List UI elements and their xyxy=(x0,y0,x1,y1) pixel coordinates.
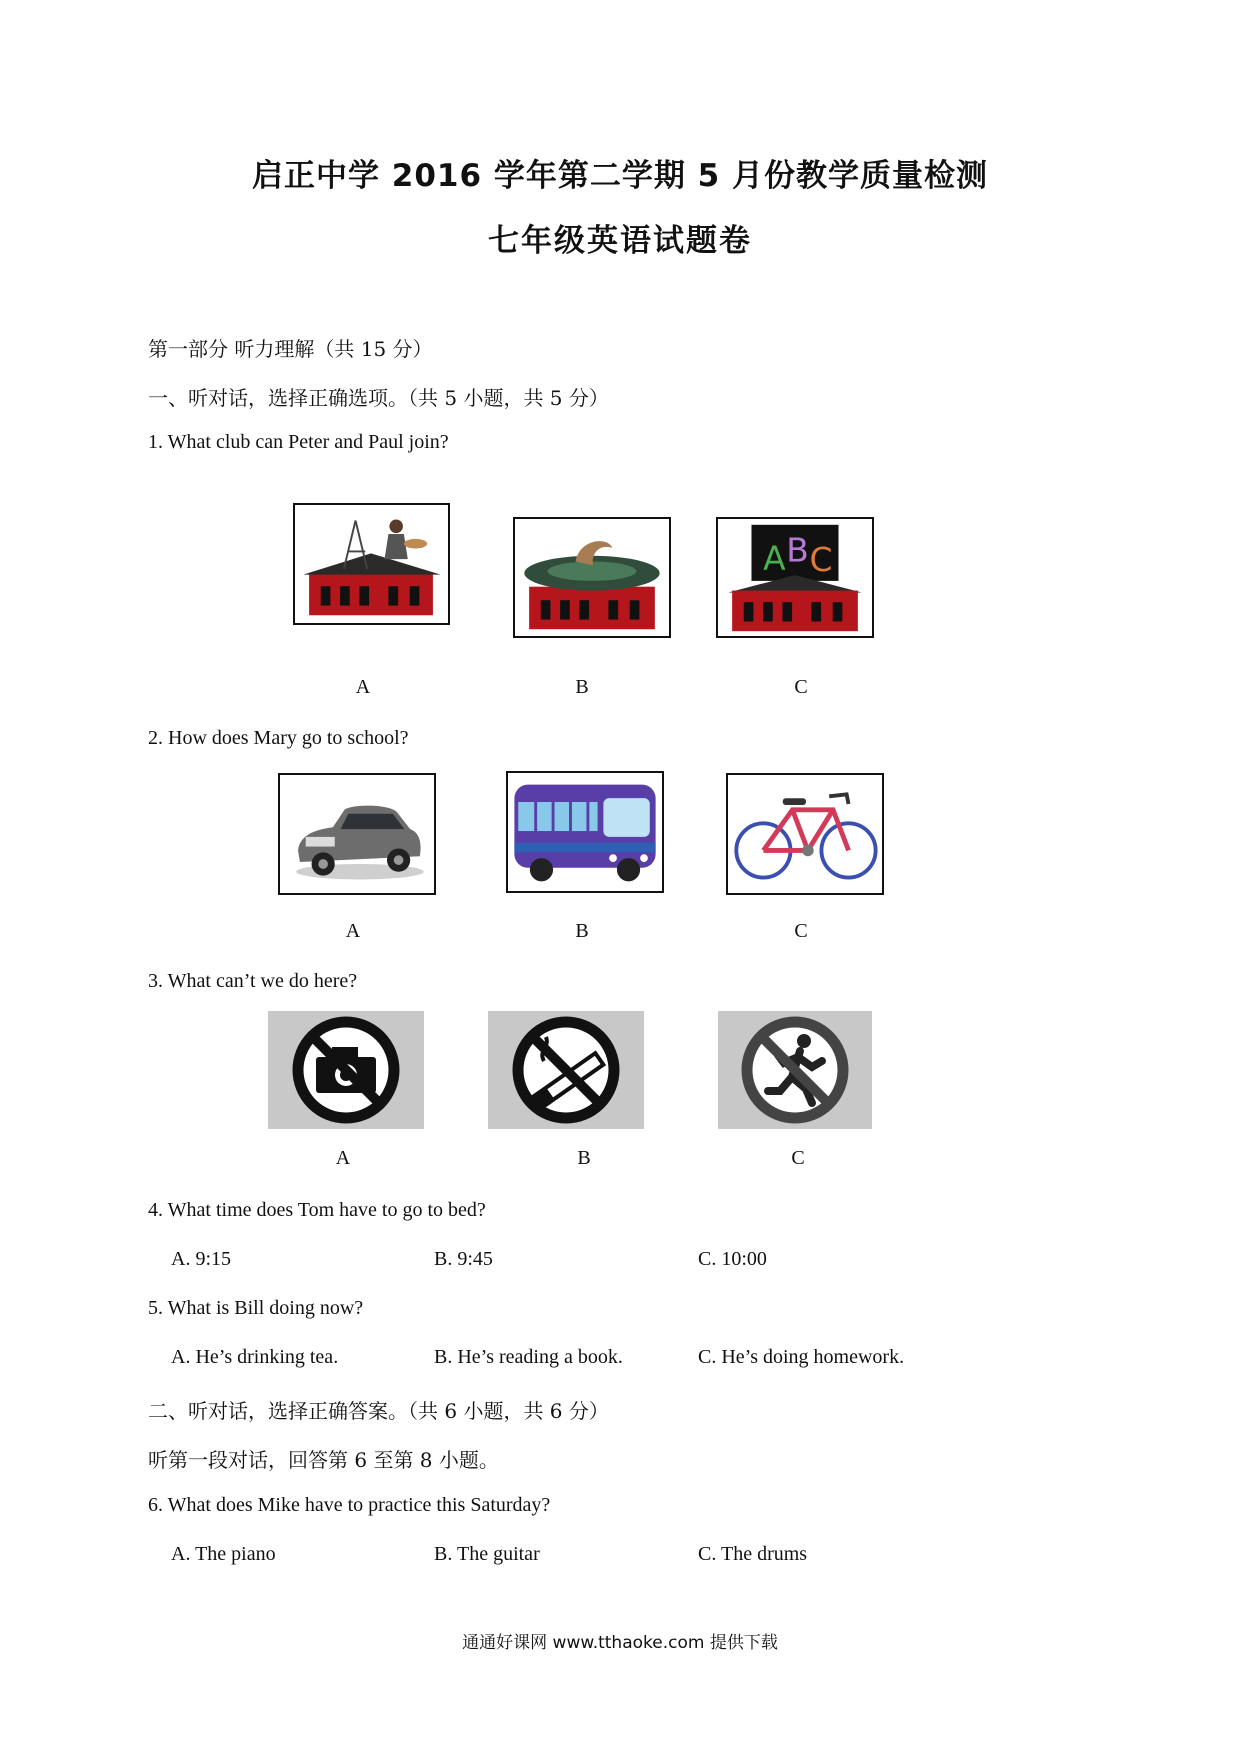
no-photos-icon xyxy=(268,1011,424,1129)
question-2: 2. How does Mary go to school? xyxy=(148,727,409,749)
question-6: 6. What does Mike have to practice this Saturday? xyxy=(148,1494,551,1516)
q1-option-b[interactable]: B xyxy=(575,676,589,698)
q5-option-b[interactable]: B. He’s reading a book. xyxy=(434,1346,623,1368)
q4-option-b[interactable]: B. 9:45 xyxy=(434,1248,493,1270)
svg-text:C: C xyxy=(809,540,833,580)
q4-option-a[interactable]: A. 9:15 xyxy=(171,1248,231,1270)
page-subtitle: 七年级英语试题卷 xyxy=(488,223,752,259)
q2-option-b[interactable]: B xyxy=(575,920,589,942)
no-smoking-icon xyxy=(488,1011,644,1129)
bus-icon xyxy=(506,771,664,893)
q5-option-c[interactable]: C. He’s doing homework. xyxy=(698,1346,905,1368)
section2-sub-instruction: 听第一段对话，回答第 6 至第 8 小题。 xyxy=(148,1448,499,1472)
footer-credit: 通通好课网 www.tthaoke.com 提供下载 xyxy=(462,1633,778,1653)
q2-option-c[interactable]: C xyxy=(794,920,808,942)
question-3: 3. What can’t we do here? xyxy=(148,970,358,992)
page-title: 启正中学 2016 学年第二学期 5 月份教学质量检测 xyxy=(251,158,989,194)
section1-instruction: 一、听对话，选择正确选项。（共 5 小题，共 5 分） xyxy=(148,386,609,410)
question-5: 5. What is Bill doing now? xyxy=(148,1297,364,1319)
car-icon xyxy=(278,773,436,895)
no-running-icon xyxy=(718,1011,872,1129)
art-club-icon xyxy=(293,503,450,625)
q1-option-c[interactable]: C xyxy=(794,676,808,698)
q1-option-a[interactable]: A xyxy=(355,676,371,698)
q3-option-c[interactable]: C xyxy=(791,1147,805,1169)
question-1: 1. What club can Peter and Paul join? xyxy=(148,431,449,453)
q6-option-c[interactable]: C. The drums xyxy=(698,1543,808,1565)
q6-option-a[interactable]: A. The piano xyxy=(171,1543,276,1565)
q3-option-a[interactable]: A xyxy=(335,1147,351,1169)
svg-text:A: A xyxy=(763,538,786,578)
swimming-club-icon xyxy=(513,517,671,638)
svg-text:B: B xyxy=(786,530,809,570)
q6-option-b[interactable]: B. The guitar xyxy=(434,1543,540,1565)
part1-heading: 第一部分 听力理解（共 15 分） xyxy=(148,337,433,361)
section2-instruction: 二、听对话，选择正确答案。（共 6 小题，共 6 分） xyxy=(148,1399,609,1423)
english-club-icon xyxy=(716,517,874,638)
q2-option-a[interactable]: A xyxy=(345,920,361,942)
q4-option-c[interactable]: C. 10:00 xyxy=(698,1248,767,1270)
bicycle-icon xyxy=(726,773,884,895)
question-4: 4. What time does Tom have to go to bed? xyxy=(148,1199,486,1221)
q3-option-b[interactable]: B xyxy=(577,1147,591,1169)
q5-option-a[interactable]: A. He’s drinking tea. xyxy=(171,1346,339,1368)
